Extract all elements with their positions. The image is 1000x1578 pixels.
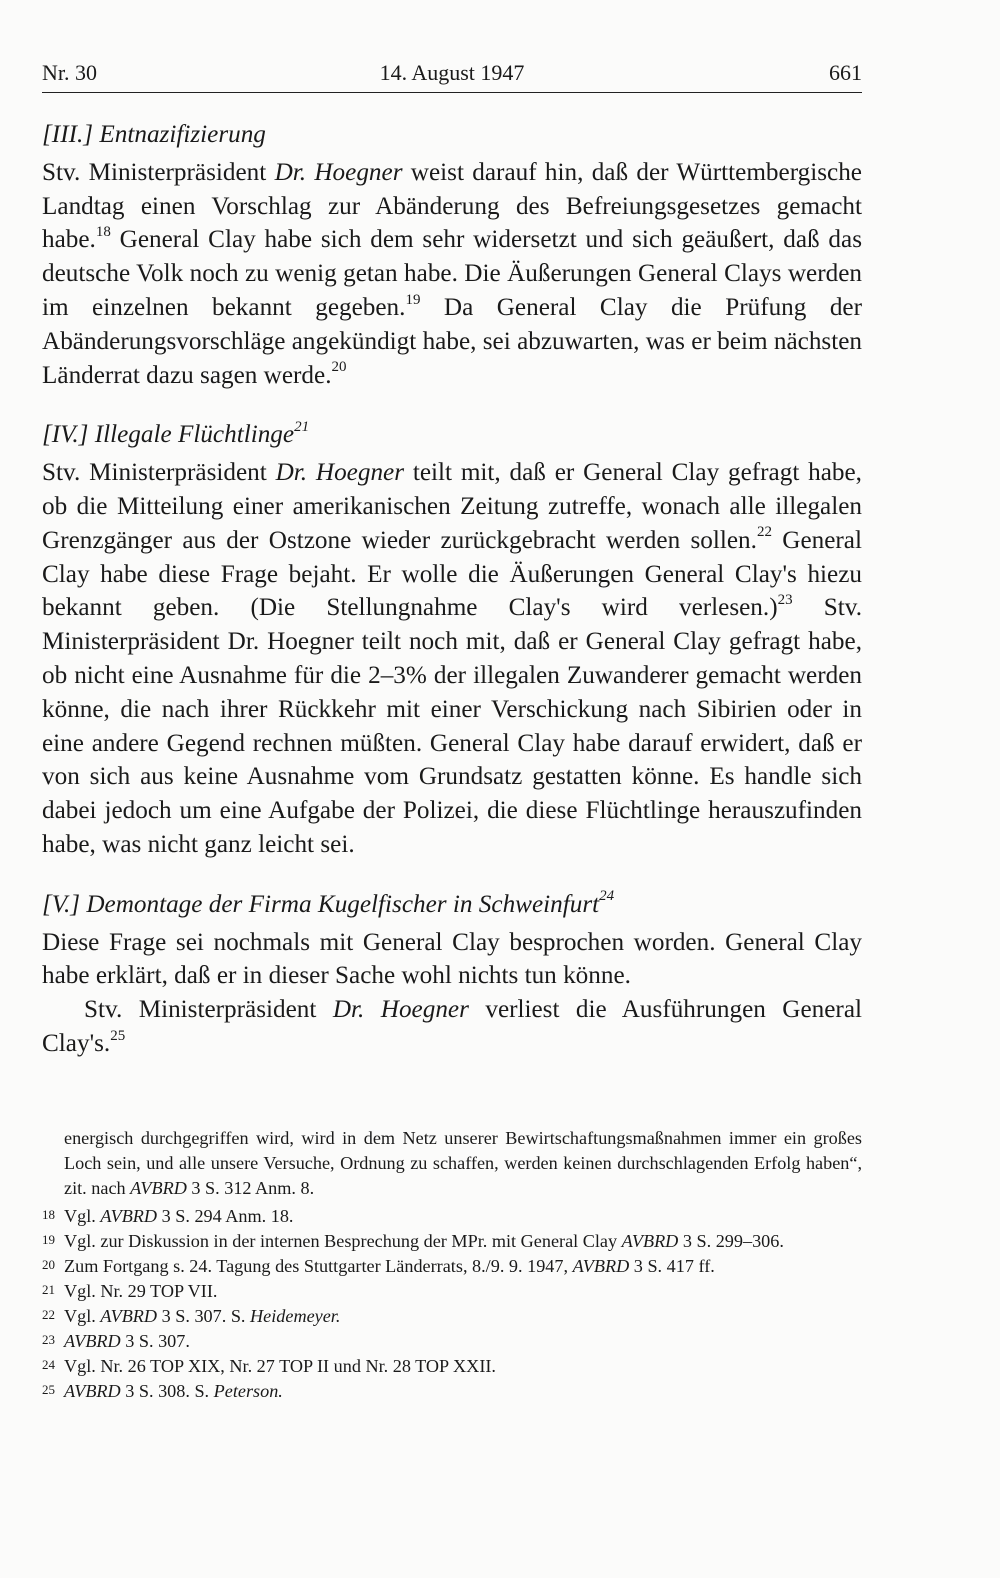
section-title: Entnazifizierung	[99, 121, 266, 148]
text-run: Stv. Ministerpräsident Dr. Hoegner teilt noch mit, daß er General Clay gefragt habe, ob nicht eine Ausnahme für die 2–3% der illegalen Zuwanderer gemacht werden könne, die nach ihrer Rückkehr mit einer Verschickung nach Sibirien oder in eine andere Gegend rechnen müßten. General Clay habe darauf erwidert, daß er von sich aus keine Ausnahme vom Grundsatz gestatten könne. Es handle sich dabei jedoch um eine Aufgabe der Polizei, die diese Flüchtlinge herauszufinden habe, was nicht ganz leicht sei.	[42, 594, 863, 858]
footnote-number: 18	[42, 1207, 55, 1222]
section-entnazifizierung	[42, 118, 862, 392]
citation-ref: AVBRD	[100, 1206, 158, 1226]
footnote-text	[64, 1354, 862, 1379]
citation-ref: AVBRD	[64, 1381, 121, 1401]
footnote-number: 23	[42, 1332, 55, 1347]
text-run: teilt mit, daß er General Clay gefragt habe, ob die Mitteilung einer amerikanischen Zeitung zutreffe, wonach alle illegalen Grenzgänger aus der Ostzone wieder zurückgebracht werden sollen.	[42, 459, 862, 554]
footnote	[42, 1229, 862, 1254]
text-run: Da General Clay die Prüfung der Abänderungsvorschläge angekündigt habe, sei abzuwarten, was er beim nächsten Länderrat dazu sagen werde.	[42, 293, 862, 389]
section-number: [IV.]	[42, 421, 89, 449]
text-run: Vgl. Nr. 26 TOP XIX, Nr. 27 TOP II und Nr. 28 TOP XXII.	[64, 1356, 496, 1376]
text-run: Stv. Ministerpräsident	[42, 158, 275, 186]
footnote-number: 22	[42, 1307, 55, 1322]
footnote-number: 19	[42, 1232, 55, 1247]
footnote	[42, 1329, 862, 1354]
text-run: energisch durchgegriffen wird, wird in dem Netz unserer Bewirtschaftungsmaßnahmen immer ein großes Loch sein, und alle unsere Versuche, Ordnung zu schaffen, werden keinen durchschlagenden Erfolg haben“, zit. nach	[64, 1128, 862, 1198]
footnote-ref: 25	[110, 1027, 126, 1044]
footnote	[42, 1254, 862, 1279]
section-number: [V.]	[42, 890, 81, 918]
footnote-number: 24	[42, 1357, 55, 1372]
footnote-list	[42, 1204, 862, 1404]
footnote	[42, 1204, 862, 1229]
section-title: Illegale Flüchtlinge	[94, 421, 295, 449]
text-run: 3 S. 308. S.	[120, 1381, 214, 1401]
issue-number: Nr. 30	[42, 60, 97, 85]
text-run: Vgl. Nr. 29 TOP VII.	[64, 1281, 218, 1301]
page-number: 661	[829, 60, 862, 85]
section-heading	[42, 118, 862, 152]
citation-ref: AVBRD	[64, 1331, 121, 1351]
main-text	[42, 114, 862, 1061]
footnote-text	[64, 1329, 862, 1354]
footnote	[42, 1354, 862, 1379]
footnote	[42, 1304, 862, 1329]
text-run: Vgl.	[64, 1206, 101, 1226]
citation-ref: AVBRD	[130, 1178, 187, 1198]
text-run: Vgl. zur Diskussion in der internen Besprechung der MPr. mit General Clay	[64, 1231, 622, 1251]
text-run: 3 S. 312 Anm. 8.	[186, 1178, 315, 1198]
footnote-ref: 22	[756, 524, 772, 541]
footnote-number: 25	[42, 1382, 55, 1397]
footnote-ref: 19	[405, 291, 421, 308]
paragraph	[42, 456, 862, 862]
footnote-text	[64, 1379, 862, 1404]
text-run: General Clay habe diese Frage bejaht. Er wolle die Äußerungen General Clay's hiezu bekannt geben. (Die Stellungnahme Clay's wird verlesen.)	[42, 526, 862, 622]
text-run: Stv. Ministerpräsident	[84, 996, 333, 1024]
citation-ref: AVBRD	[621, 1231, 679, 1251]
text-run: weist darauf hin, daß der Württembergische Landtag einen Vorschlag zur Abänderung des Befreiungsgesetzes gemacht habe.	[42, 158, 862, 254]
section-demontage-kugelfischer	[42, 888, 862, 1061]
section-heading	[42, 418, 862, 452]
author-ref: Heidemeyer.	[250, 1306, 341, 1326]
footnote-text	[64, 1229, 862, 1254]
footnote-ref: 24	[599, 888, 615, 905]
text-run: 3 S. 417 ff.	[629, 1256, 715, 1276]
paragraph	[42, 993, 862, 1061]
author-ref: Peterson.	[213, 1381, 283, 1401]
text-run: 3 S. 307. S.	[157, 1306, 251, 1326]
footnote-text	[64, 1304, 862, 1329]
text-run: 3 S. 294 Anm. 18.	[157, 1206, 294, 1226]
person-name: Dr. Hoegner	[274, 158, 403, 186]
person-name: Dr. Hoegner	[332, 996, 469, 1024]
section-heading	[42, 888, 862, 922]
citation-ref: AVBRD	[572, 1256, 630, 1276]
text-run: Zum Fortgang s. 24. Tagung des Stuttgarter Länderrats, 8./9. 9. 1947,	[64, 1256, 573, 1276]
footnote	[42, 1279, 862, 1304]
section-illegale-fluechtlinge	[42, 418, 862, 861]
footnote	[42, 1379, 862, 1404]
footnote-ref: 21	[294, 418, 310, 435]
running-header	[42, 60, 862, 93]
footnote-continuation	[42, 1126, 862, 1201]
footnotes	[42, 1126, 862, 1404]
text-run: verliest die Ausführungen General Clay's.	[42, 996, 862, 1057]
footnote-ref: 18	[95, 224, 111, 240]
footnote-number: 21	[42, 1282, 55, 1297]
footnote-ref: 23	[777, 591, 793, 608]
footnote-text	[64, 1279, 862, 1304]
section-title: Demontage der Firma Kugelfischer in Schweinfurt	[86, 890, 600, 918]
footnote-text	[64, 1204, 862, 1229]
footnote-ref: 20	[331, 359, 347, 376]
section-number: [III.]	[42, 121, 94, 148]
text-run: 3 S. 299–306.	[678, 1231, 784, 1251]
citation-ref: AVBRD	[100, 1306, 158, 1326]
paragraph: Diese Frage sei nochmals mit General Clay besprochen worden. General Clay habe erklärt, daß er in dieser Sache wohl nichts tun könne.	[42, 928, 862, 990]
footnote-text	[64, 1254, 862, 1279]
text-run: Stv. Ministerpräsident	[42, 459, 276, 487]
paragraph	[42, 156, 862, 393]
footnote-number: 20	[42, 1257, 55, 1272]
text-run: General Clay habe sich dem sehr widersetzt und sich geäußert, daß das deutsche Volk noch zu wenig getan habe. Die Äußerungen General Clays werden im einzelnen bekannt gegeben.	[42, 226, 862, 321]
text-run: 3 S. 307.	[120, 1331, 190, 1351]
text-run: Vgl.	[64, 1306, 101, 1326]
header-date: 14. August 1947	[379, 60, 525, 85]
person-name: Dr. Hoegner	[275, 459, 405, 487]
